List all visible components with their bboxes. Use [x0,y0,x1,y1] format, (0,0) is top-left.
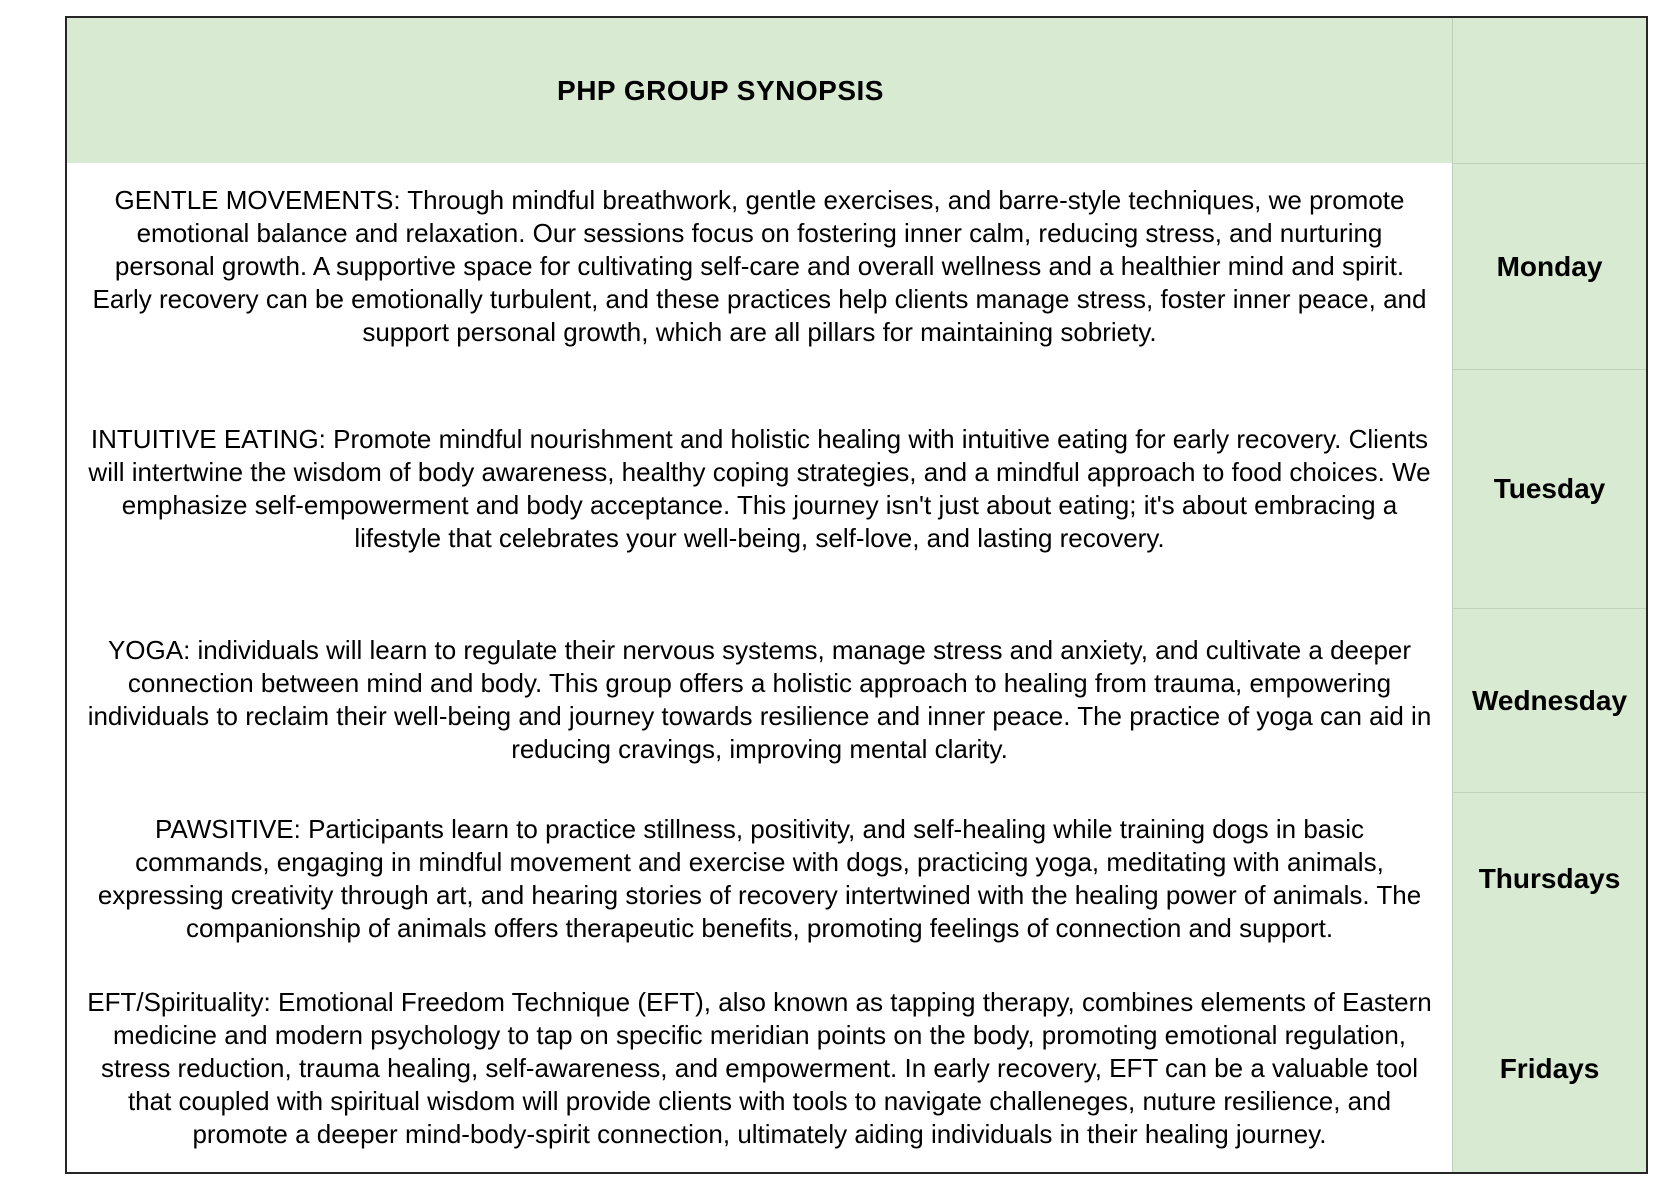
description-cell-pawsitive: PAWSITIVE: Participants learn to practice stillness, positivity, and self-healing while training dogs in basic commands, engaging in mindful movement and exercise with dogs, practicing yoga, meditating with animals, expressing creativity through art, and hearing stories of recovery intertwined with the healing power of animals. The companionship of animals offers therapeutic benefits, promoting feelings of connection and support. [67,792,1452,965]
header-title-cell [67,18,1452,163]
day-cell-thursdays: Thursdays [1452,792,1646,965]
day-cell-monday: Monday [1452,163,1646,369]
header-row [67,18,1646,163]
description-cell-gentle-movements: GENTLE MOVEMENTS: Through mindful breathwork, gentle exercises, and barre-style techniques, we promote emotional balance and relaxation. Our sessions focus on fostering inner calm, reducing stress, and nurturing personal growth. A supportive space for cultivating self-care and overall wellness and a healthier mind and spirit. Early recovery can be emotionally turbulent, and these practices help clients manage stress, foster inner peace, and support personal growth, which are all pillars for maintaining sobriety. [67,163,1452,369]
day-cell-fridays: Fridays [1452,965,1646,1172]
description-cell-intuitive-eating: INTUITIVE EATING: Promote mindful nourishment and holistic healing with intuitive eating for early recovery. Clients will intertwine the wisdom of body awareness, healthy coping strategies, and a mindful approach to food choices. We emphasize self-empowerment and body acceptance. This journey isn't just about eating; it's about embracing a lifestyle that celebrates your well-being, self-love, and lasting recovery. [67,369,1452,608]
table-row-pawsitive [67,792,1646,965]
page-title: PHP GROUP SYNOPSIS [557,75,884,106]
description-cell-yoga: YOGA: individuals will learn to regulate their nervous systems, manage stress and anxiety, and cultivate a deeper connection between mind and body. This group offers a holistic approach to healing from trauma, empowering individuals to reclaim their well-being and journey towards resilience and inner peace. The practice of yoga can aid in reducing cravings, improving mental clarity. [67,608,1452,792]
day-cell-wednesday: Wednesday [1452,608,1646,792]
table-row-intuitive-eating [67,369,1646,608]
header-day-cell [1452,18,1646,163]
table-row-yoga [67,608,1646,792]
description-cell-eft-spirituality: EFT/Spirituality: Emotional Freedom Technique (EFT), also known as tapping therapy, combines elements of Eastern medicine and modern psychology to tap on specific meridian points on the body, promoting emotional regulation, stress reduction, trauma healing, self-awareness, and empowerment. In early recovery, EFT can be a valuable tool that coupled with spiritual wisdom will provide clients with tools to navigate challeneges, nuture resilience, and promote a deeper mind-body-spirit connection, ultimately aiding individuals in their healing journey. [67,965,1452,1172]
table-row-eft-spirituality [67,965,1646,1172]
day-cell-tuesday: Tuesday [1452,369,1646,608]
table-row-gentle-movements [67,163,1646,369]
php-group-synopsis-table [65,16,1648,1174]
